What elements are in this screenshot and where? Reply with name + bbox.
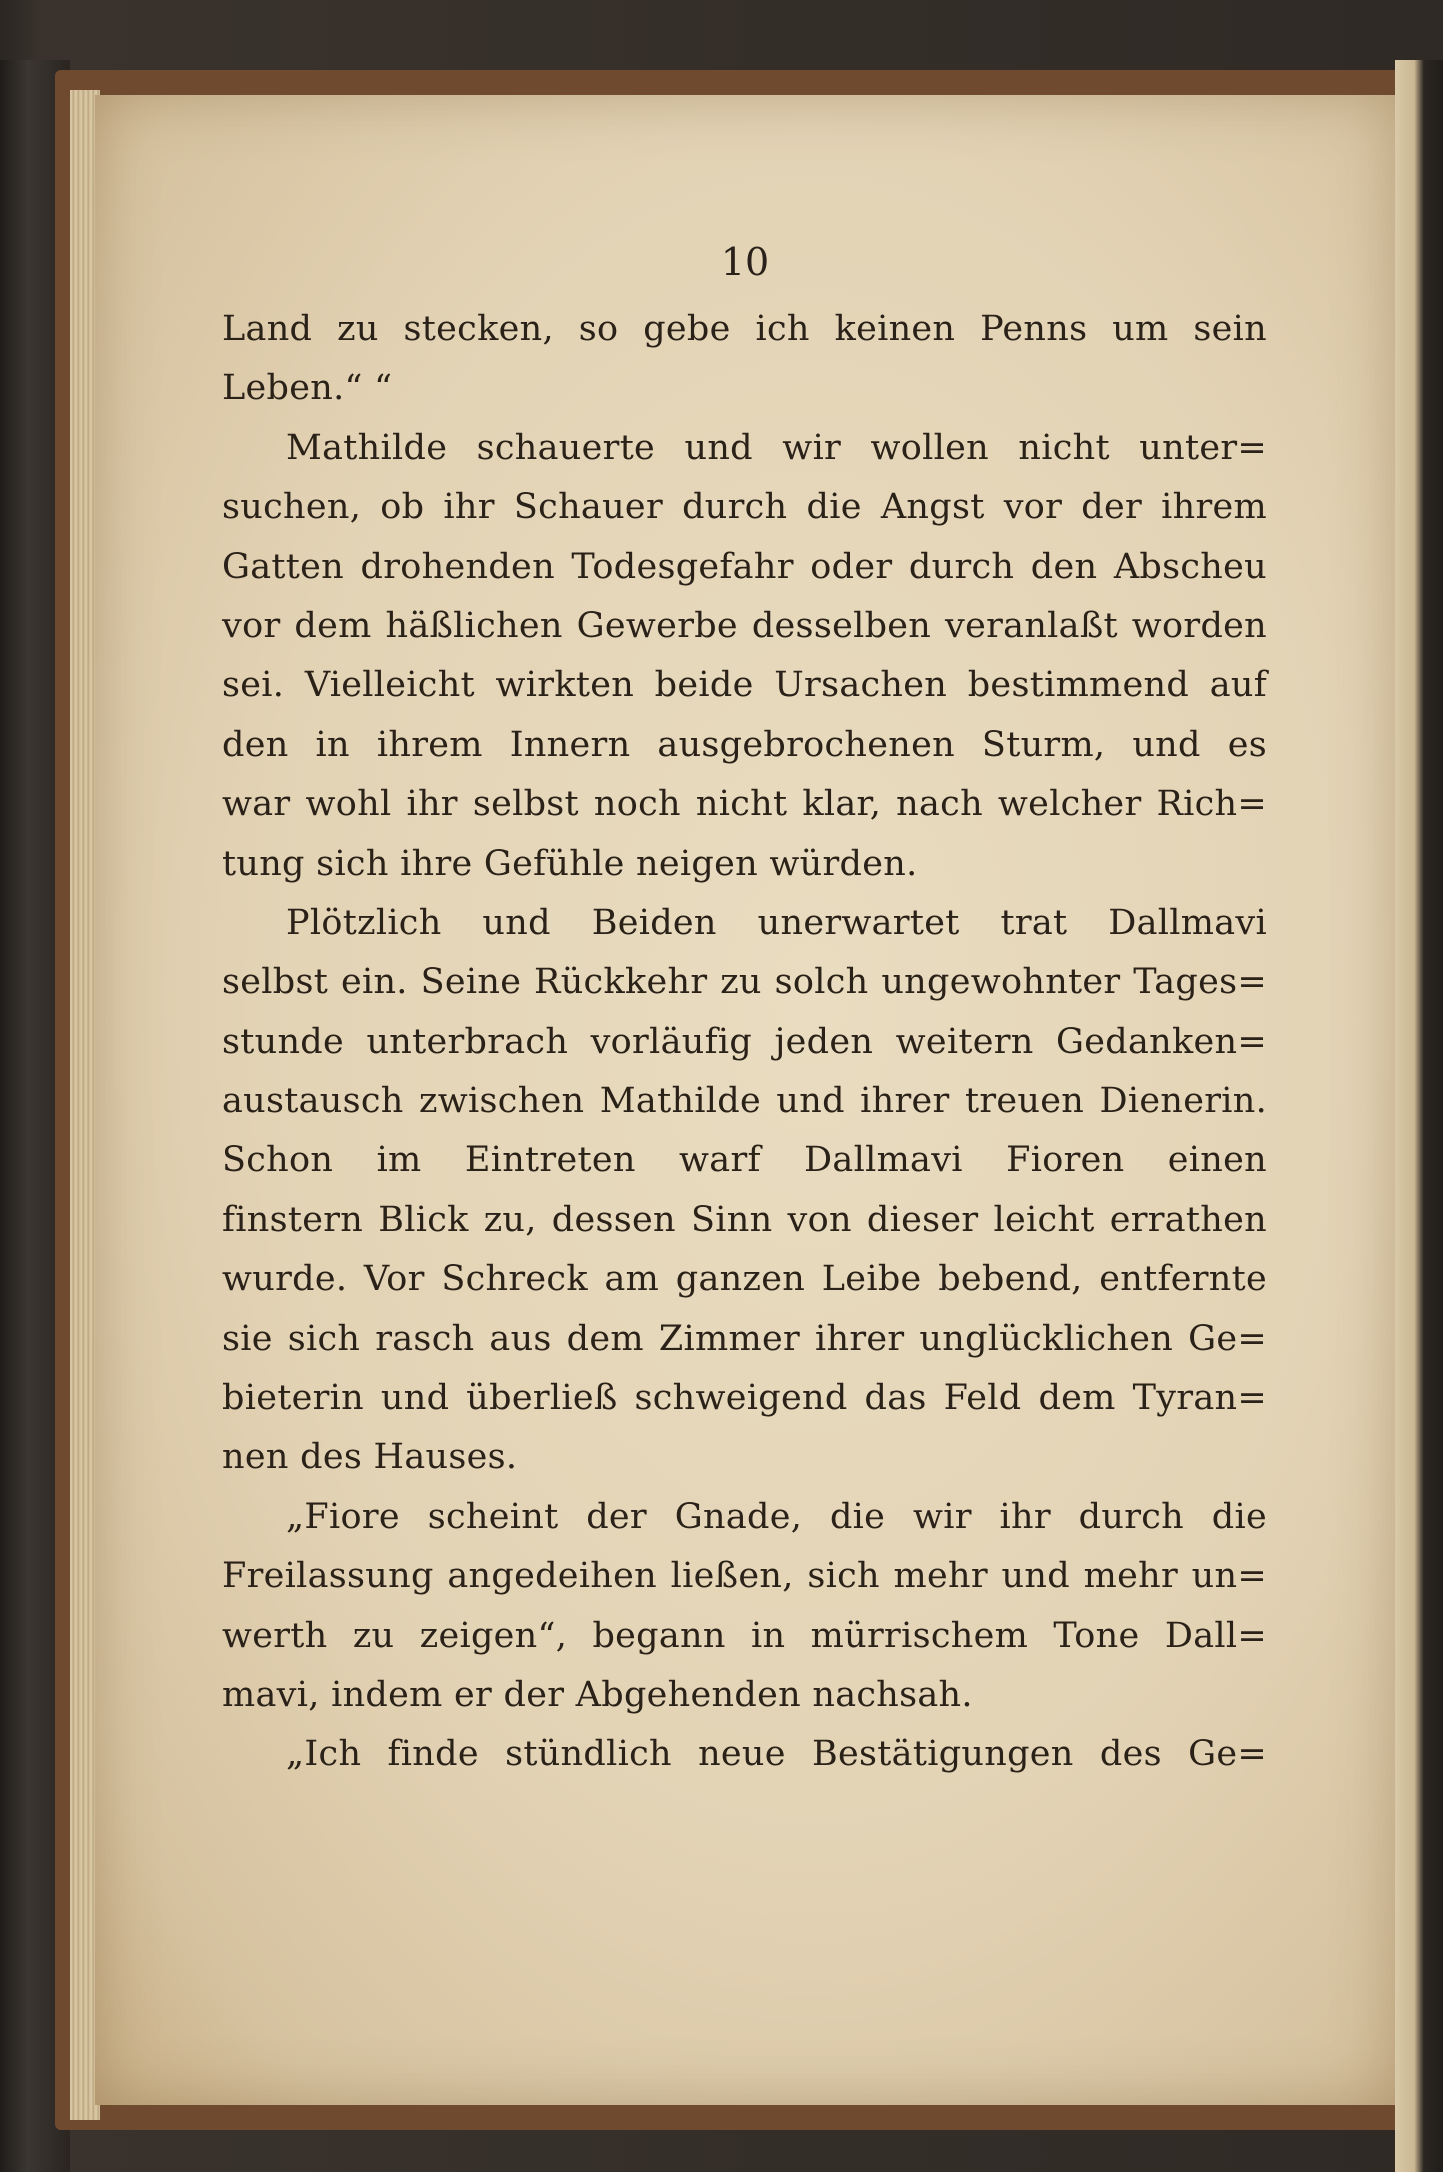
page-number: 10 (720, 240, 770, 284)
text-line: finstern Blick zu, dessen Sinn von dieser leicht errathen (222, 1199, 1267, 1240)
text-line: austausch zwischen Mathilde und ihrer treuen Dienerin. (222, 1081, 1267, 1122)
text-line: „Fiore scheint der Gnade, die wir ihr durch die (286, 1496, 1267, 1537)
text-line: suchen, ob ihr Schauer durch die Angst vor der ihrem (222, 487, 1267, 528)
text-line: war wohl ihr selbst noch nicht klar, nach welcher Rich= (222, 784, 1267, 825)
text-line: vor dem häßlichen Gewerbe desselben veranlaßt worden (222, 605, 1267, 646)
text-line: wurde. Vor Schreck am ganzen Leibe bebend, entfernte (222, 1259, 1267, 1300)
text-line: selbst ein. Seine Rückkehr zu solch ungewohnter Tages= (222, 962, 1267, 1003)
text-line: Freilassung angedeihen ließen, sich mehr und mehr un= (222, 1556, 1267, 1597)
text-line: nen des Hauses. (222, 1437, 518, 1478)
text-line: Plötzlich und Beiden unerwartet trat Dallmavi (286, 902, 1267, 943)
page-text-block (222, 300, 1267, 1785)
text-line: Leben.“ “ (222, 368, 393, 409)
text-line: werth zu zeigen“, begann in mürrischem Tone Dall= (222, 1615, 1267, 1656)
text-line: sei. Vielleicht wirkten beide Ursachen bestimmend auf (222, 665, 1267, 706)
text-line: tung sich ihre Gefühle neigen würden. (222, 843, 918, 884)
text-line: „Ich finde stündlich neue Bestätigungen des Ge= (286, 1734, 1267, 1775)
text-line: bieterin und überließ schweigend das Feld dem Tyran= (222, 1378, 1267, 1419)
text-line: stunde unterbrach vorläufig jeden weitern Gedanken= (222, 1021, 1267, 1062)
book-binding-right (1395, 60, 1443, 2172)
text-line: Mathilde schauerte und wir wollen nicht unter= (286, 427, 1267, 468)
text-line: mavi, indem er der Abgehenden nachsah. (222, 1674, 973, 1715)
text-line: Gatten drohenden Todesgefahr oder durch den Abscheu (222, 546, 1267, 587)
text-line: den in ihrem Innern ausgebrochenen Sturm, und es (222, 724, 1267, 765)
text-line: Schon im Eintreten warf Dallmavi Fioren einen (222, 1140, 1267, 1181)
text-line: Land zu stecken, so gebe ich keinen Penns um sein (222, 309, 1267, 349)
text-line: sie sich rasch aus dem Zimmer ihrer unglücklichen Ge= (222, 1318, 1267, 1359)
